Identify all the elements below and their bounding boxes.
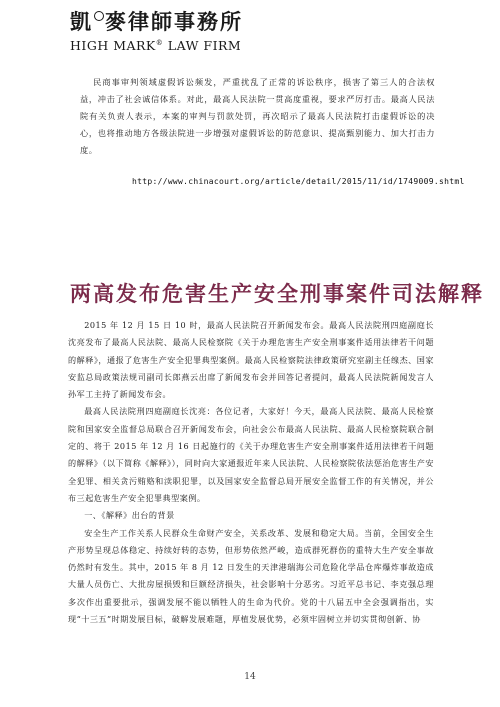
source-url-link[interactable]: http://www.chinacourt.org/article/detail/2015/11/id/1749009.shtml — [132, 177, 465, 186]
logo-english-name: HIGH MARK® LAW FIRM — [70, 38, 242, 54]
body-paragraph: 最高人民法院刑四庭副庭长沈亮：各位记者，大家好！今天，最高人民法院、最高人民检察院和国家安全监督总局联合召开新闻发布会，向社会公布最高人民法院、最高人民检察院联合制定的、将于 2015 年 12 月 16 日起施行的《关于办理危害生产安全刑事案件适用法律若干问题的解释》（以下简称《解释》），同时向大家通报近年来人民法院、人民检察院依法惩治危害生产安全犯罪、相关贪污贿赂和渎职犯罪，以及国家安全监督总局开展安全监督工作的有关情况，并公布三起危害生产安全犯罪典型案例。 — [68, 406, 434, 503]
section-heading: 一、《解释》出台的背景 — [84, 510, 175, 521]
article-headline: 两高发布危害生产安全刑事案件司法解释 — [70, 281, 484, 306]
logo-chinese-name: 凱 麥律師事務所 — [70, 9, 243, 34]
law-firm-logo — [70, 10, 270, 54]
logo-circle-mark-icon — [94, 11, 104, 21]
page-number: 14 — [244, 672, 256, 682]
intro-paragraph: 民商事审判领域虚假诉讼频发，严重扰乱了正常的诉讼秩序，损害了第三人的合法权益，冲击了社会诚信体系。对此，最高人民法院一贯高度重视，要求严厉打击。最高人民法院有关负责人表示，本案的审判与罚款处罚，再次昭示了最高人民法院打击虚假诉讼的决心，也将推动地方各级法院进一步增强对虚假诉讼的防范意识、提高甄别能力、加大打击力度。 — [80, 77, 435, 155]
body-paragraph: 安全生产工作关系人民群众生命财产安全，关系改革、发展和稳定大局。当前，全国安全生产形势呈现总体稳定、持续好转的态势，但形势依然严峻，造成群死群伤的重特大生产安全事故仍然时有发生。其中，2015 年 8 月 12 日发生的天津港瑞海公司危险化学品仓库爆炸事故造成大量人员伤亡、大批房屋损毁和巨额经济损失，社会影响十分恶劣。习近平总书记、李克强总理多次作出重要批示，强调发展不能以牺牲人的生命为代价。党的十八届五中全会强调指出，实现“十三五”时期发展目标，破解发展难题，厚植发展优势，必须牢固树立并切实贯彻创新、协 — [68, 527, 434, 625]
body-paragraph: 2015 年 12 月 15 日 10 时，最高人民法院召开新闻发布会。最高人民法院刑四庭副庭长沈亮发布了最高人民法院、最高人民检察院《关于办理危害生产安全刑事案件适用法律若干问题的解释》，通报了危害生产安全犯罪典型案例。最高人民检察院法律政策研究室副主任缐杰、国家安监总局政策法规司副司长郎燕云出席了新闻发布会并回答记者提问，最高人民法院新闻发言人孙军工主持了新闻发布会。 — [68, 320, 434, 400]
article-body — [68, 317, 434, 628]
